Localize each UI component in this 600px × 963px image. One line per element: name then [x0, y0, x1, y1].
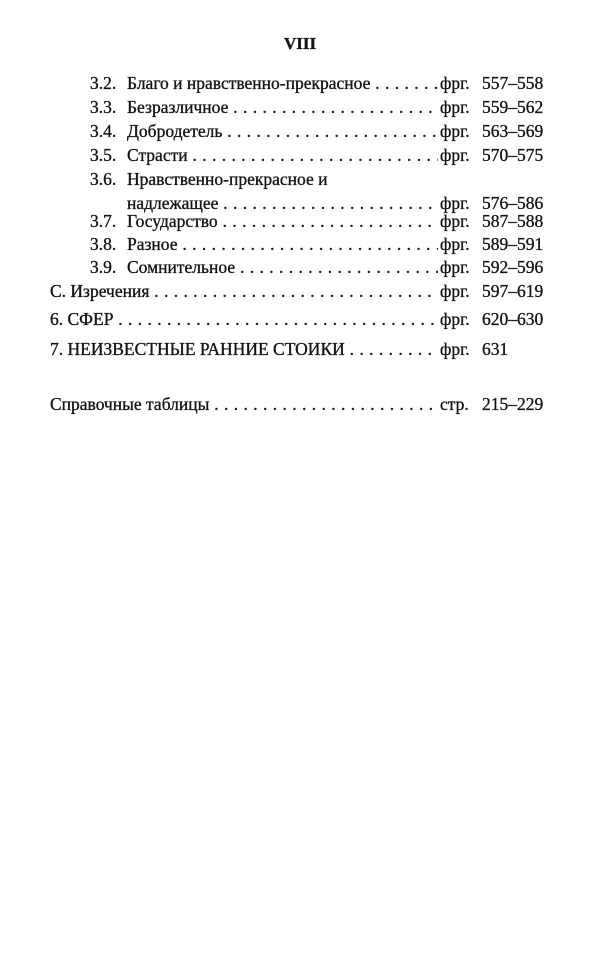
entry-abbr: фрг. [440, 281, 470, 301]
entry-title: 6. СФЕР . . . [50, 308, 438, 330]
entry-abbr: фрг. [440, 257, 470, 277]
entry-range: 563–569 [482, 121, 544, 141]
entry-range: 620–630 [482, 309, 544, 329]
toc-entry [50, 96, 550, 118]
entry-abbr: фрг. [440, 121, 470, 141]
entry-number: 3.4. [90, 121, 117, 141]
entry-range: 592–596 [482, 257, 544, 277]
entry-range: 576–586 [482, 193, 544, 213]
entry-abbr: фрг. [440, 73, 470, 93]
toc-entry [50, 210, 550, 232]
entry-title: Нравственно-прекрасное и [127, 169, 328, 189]
entry-title: Страсти . . . [127, 144, 438, 166]
entry-number: 3.6. [90, 169, 117, 189]
toc-entry [50, 308, 550, 330]
page-number: VIII [283, 34, 317, 53]
toc-entry [50, 338, 550, 360]
entry-number: 3.3. [90, 97, 117, 117]
entry-range: 589–591 [482, 234, 544, 254]
entry-abbr: фрг. [440, 193, 470, 213]
entry-abbr: фрг. [440, 309, 470, 329]
entry-number: 3.5. [90, 145, 117, 165]
toc-entry [50, 120, 550, 142]
toc-entry [50, 72, 550, 94]
toc-entry [50, 168, 550, 190]
entry-title: Государство . . . [127, 210, 438, 232]
toc-entry [50, 233, 550, 255]
entry-range: 570–575 [482, 145, 544, 165]
entry-range: 559–562 [482, 97, 544, 117]
entry-title-continued: надлежащее . . . [127, 192, 438, 214]
entry-abbr: фрг. [440, 234, 470, 254]
entry-title: Благо и нравственно-прекрасное . . . [127, 72, 438, 94]
entry-title: Разное . . . [127, 233, 438, 255]
entry-title: Сомнительное . . . [127, 256, 438, 278]
entry-range: 557–558 [482, 73, 544, 93]
entry-title: Добродетель . . . [127, 120, 438, 142]
entry-title: 7. НЕИЗВЕСТНЫЕ РАННИЕ СТОИКИ . . . [50, 338, 438, 360]
entry-number: 3.2. [90, 73, 117, 93]
entry-abbr: фрг. [440, 145, 470, 165]
toc-entry [50, 256, 550, 278]
entry-abbr: фрг. [440, 211, 470, 231]
entry-range: 587–588 [482, 211, 544, 231]
entry-title: Справочные таблицы . . . [50, 393, 438, 415]
entry-title: Безразличное . . . [127, 96, 438, 118]
entry-abbr: стр. [440, 394, 469, 414]
entry-abbr: фрг. [440, 97, 470, 117]
entry-title: С. Изречения . . . [50, 280, 438, 302]
toc-entry [50, 144, 550, 166]
toc-entry [50, 280, 550, 302]
entry-number: 3.9. [90, 257, 117, 277]
entry-range: 597–619 [482, 281, 544, 301]
entry-abbr: фрг. [440, 339, 470, 359]
toc-entry [50, 393, 550, 415]
entry-range: 631 [482, 339, 509, 359]
entry-range: 215–229 [482, 394, 544, 414]
entry-number: 3.7. [90, 211, 117, 231]
entry-number: 3.8. [90, 234, 117, 254]
